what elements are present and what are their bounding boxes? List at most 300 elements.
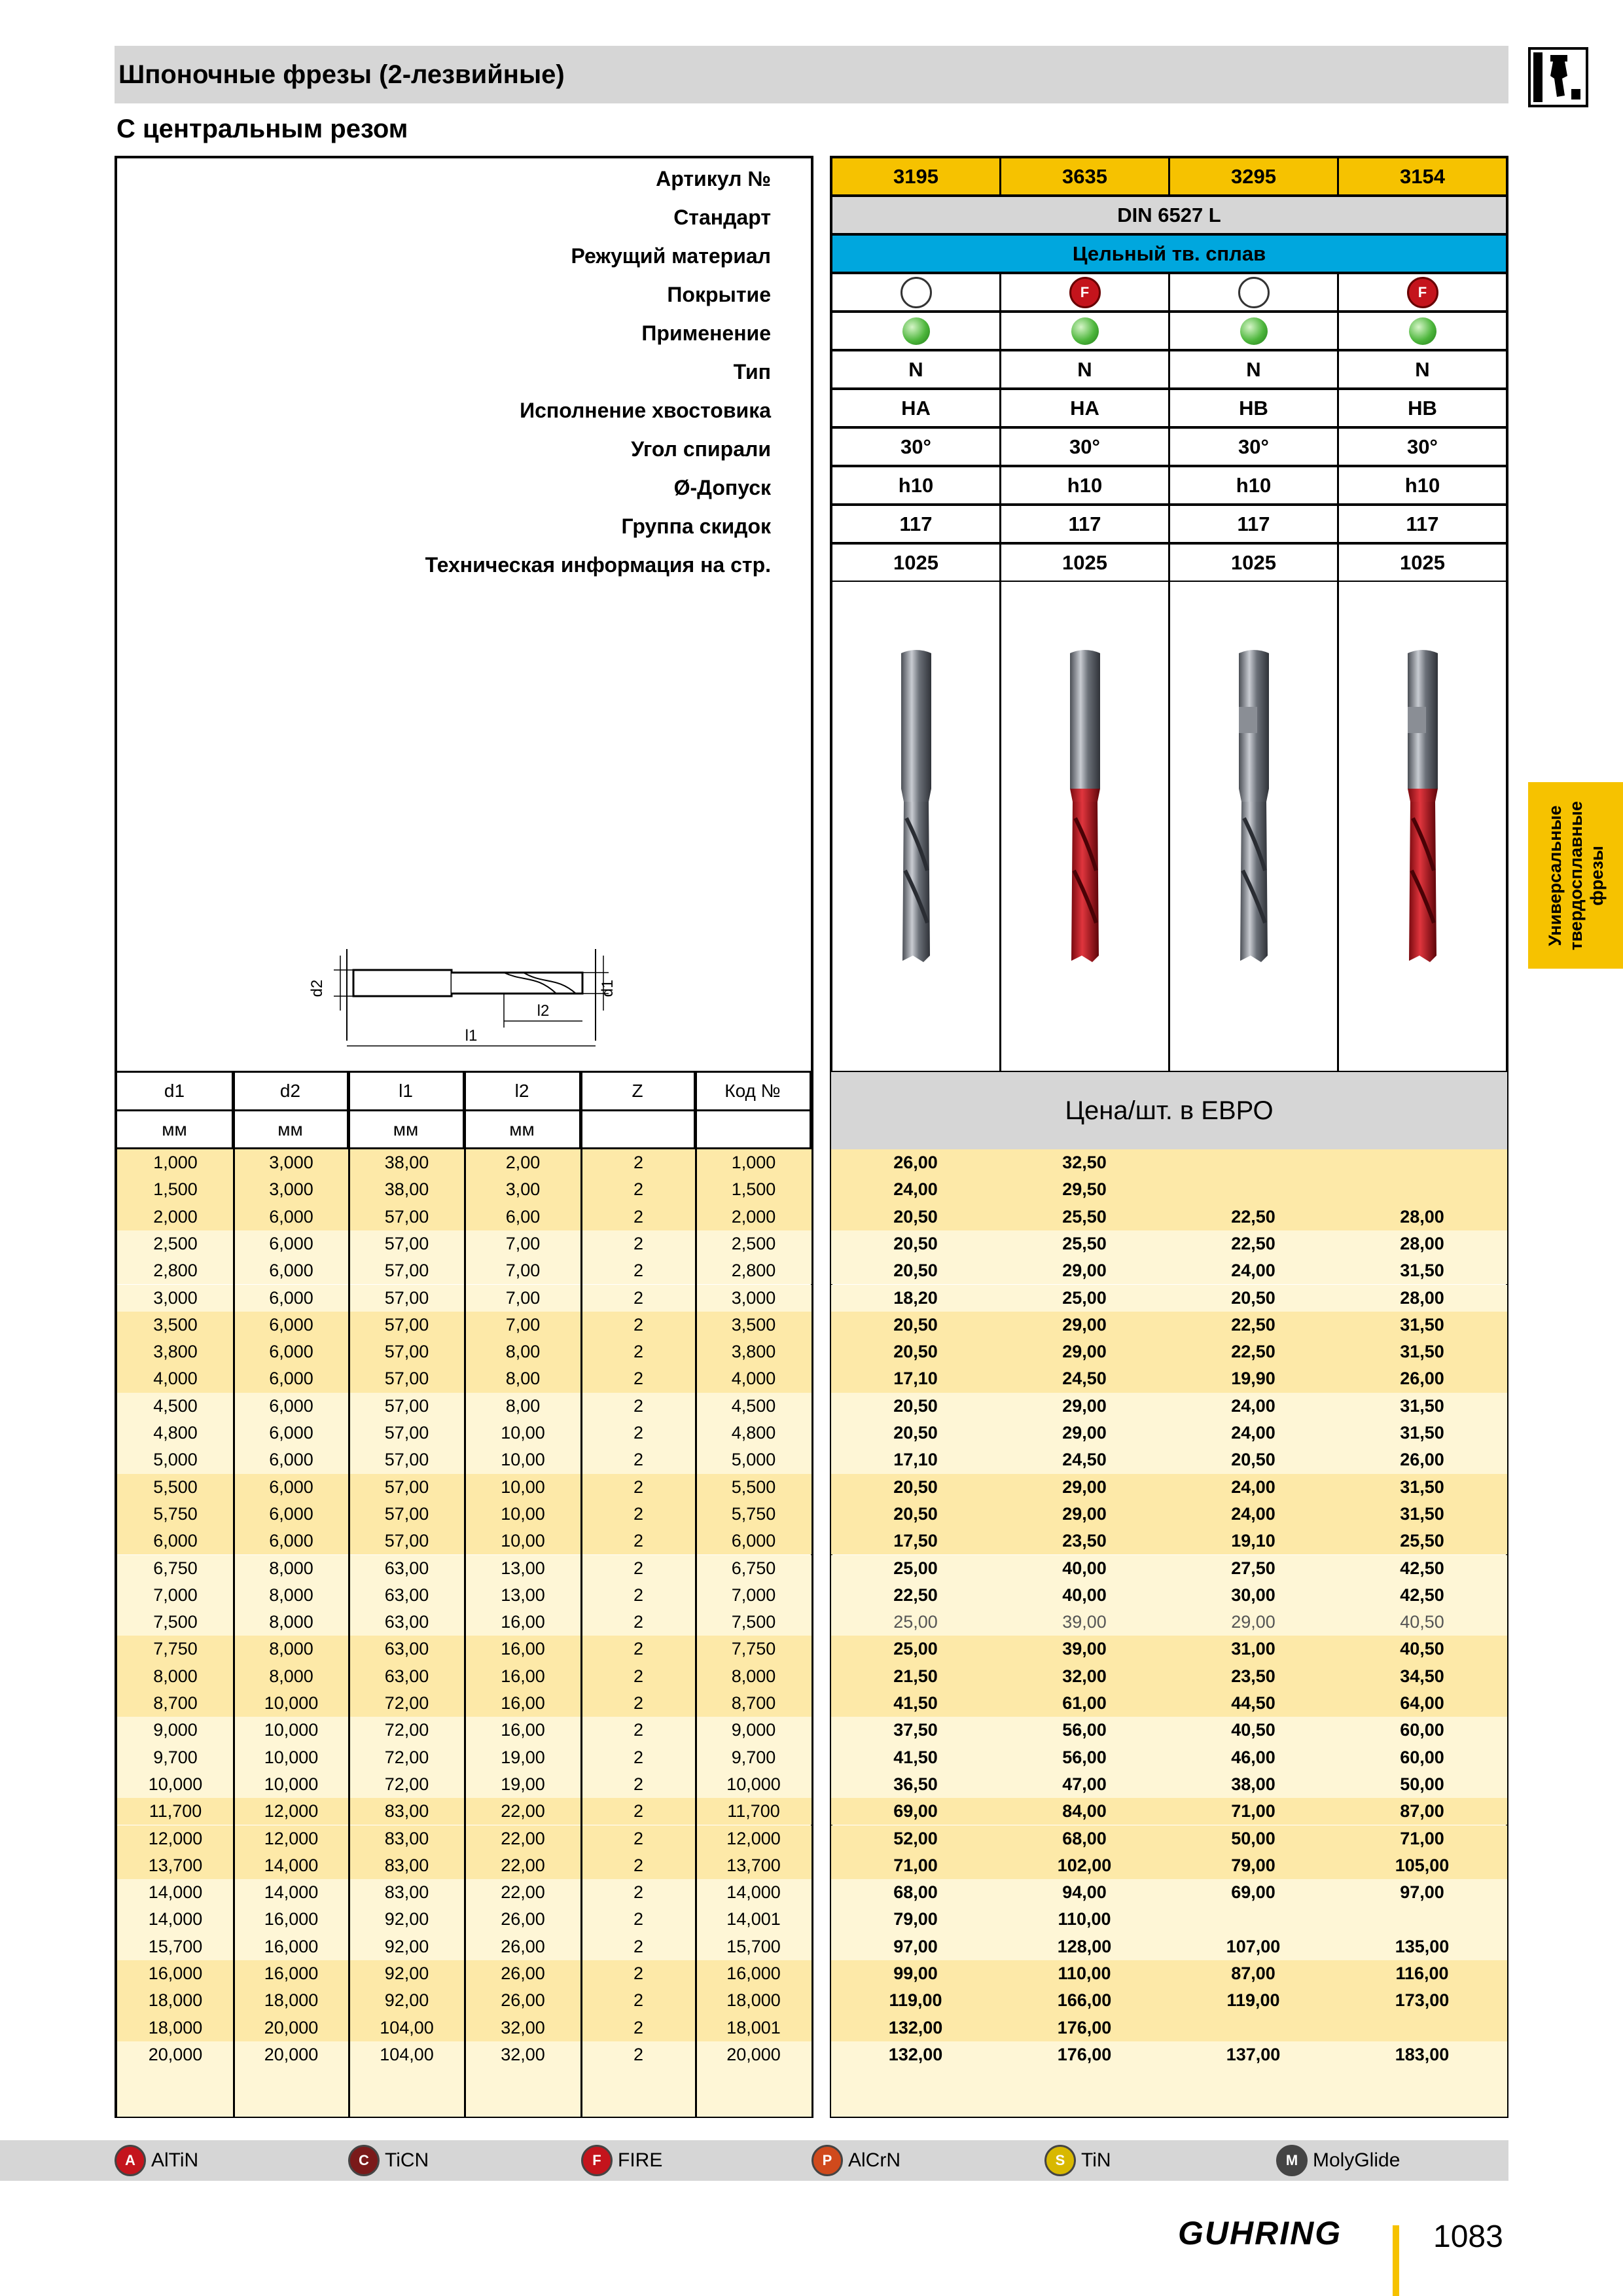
table-cell: 8,700: [731, 1693, 776, 1713]
article-number[interactable]: 3635: [1000, 157, 1169, 196]
table-cell: 26,00: [501, 1936, 545, 1956]
price-cell: 39,00: [1062, 1639, 1107, 1659]
coating-cell: [1169, 273, 1338, 312]
price-cell: 20,50: [893, 1314, 938, 1335]
table-cell: 3,500: [153, 1314, 198, 1335]
table-cell: 19,00: [501, 1747, 545, 1767]
d1-label: d1: [599, 979, 616, 997]
table-cell: 3,800: [731, 1342, 776, 1362]
table-cell: 6,750: [731, 1558, 776, 1578]
table-cell: 63,00: [384, 1558, 429, 1578]
price-cell: 41,50: [893, 1693, 938, 1713]
table-cell: 5,500: [731, 1477, 776, 1497]
brand-logo: GUHRING: [1178, 2215, 1342, 2251]
attribute-label: Применение: [641, 321, 771, 345]
end-mill-image: [887, 648, 946, 969]
table-cell: 2: [633, 2044, 644, 2064]
table-cell: 10,00: [501, 1531, 545, 1551]
table-cell: 2: [633, 1828, 644, 1848]
table-cell: 14,001: [726, 1909, 781, 1929]
table-cell: 5,000: [731, 1450, 776, 1470]
table-cell: 14,000: [264, 1855, 319, 1875]
price-header: Цена/шт. в ЕВРО: [831, 1071, 1507, 1149]
price-cell: 21,50: [893, 1666, 938, 1686]
table-cell: 6,000: [269, 1450, 313, 1470]
table-cell: 16,000: [264, 1964, 319, 1983]
price-cell: 128,00: [1057, 1936, 1112, 1956]
price-cell: 40,50: [1400, 1612, 1444, 1632]
column-divider: [695, 1071, 697, 2118]
price-cell: 40,00: [1062, 1585, 1107, 1605]
table-cell: 2: [633, 1287, 644, 1308]
table-cell: 9,700: [153, 1747, 198, 1767]
table-cell: 15,700: [726, 1936, 781, 1956]
price-cell: 107,00: [1226, 1936, 1281, 1956]
table-cell: 104,00: [380, 2017, 434, 2037]
attribute-label: Исполнение хвостовика: [520, 399, 771, 422]
table-cell: 6,000: [269, 1369, 313, 1389]
no-coating-icon: [1238, 277, 1270, 308]
price-cell: 30,00: [1231, 1585, 1275, 1605]
table-cell: 63,00: [384, 1585, 429, 1605]
price-cell: 47,00: [1062, 1774, 1107, 1794]
helix-cell: 30°: [1169, 427, 1338, 466]
side-tab[interactable]: [1528, 782, 1623, 969]
type-cell: N: [1338, 350, 1507, 389]
side-tab-label: Универсальные твердосплавные фрезы: [1544, 800, 1607, 950]
price-cell: 119,00: [1226, 1990, 1280, 2011]
price-cell: [1181, 1906, 1325, 1933]
price-filler: [831, 2068, 1507, 2117]
table-cell: 5,750: [153, 1503, 198, 1524]
table-cell: 3,00: [505, 1179, 541, 1200]
table-cell: 83,00: [384, 1801, 429, 1821]
coating-altin-icon: A: [115, 2145, 146, 2176]
price-cell: 71,00: [1231, 1801, 1275, 1821]
price-cell: 38,00: [1231, 1774, 1275, 1794]
price-cell: 29,00: [1062, 1342, 1107, 1362]
article-number[interactable]: 3295: [1169, 157, 1338, 196]
table-cell: 2: [633, 1531, 644, 1551]
table-cell: 4,500: [153, 1395, 198, 1416]
price-cell: 20,50: [893, 1206, 938, 1227]
table-cell: 16,000: [148, 1964, 203, 1983]
d2-label: d2: [308, 979, 326, 997]
table-cell: 20,000: [726, 2044, 781, 2064]
table-cell: 2,500: [731, 1233, 776, 1253]
table-cell: 2: [633, 1477, 644, 1497]
price-cell: 52,00: [893, 1828, 938, 1848]
price-cell: 20,50: [893, 1261, 938, 1281]
application-cell: [1169, 312, 1338, 350]
table-cell: 20,000: [264, 2044, 319, 2064]
coating-alcrn-icon: P: [812, 2145, 843, 2176]
table-cell: 6,000: [269, 1314, 313, 1335]
table-cell: 83,00: [384, 1828, 429, 1848]
table-cell: 6,000: [269, 1531, 313, 1551]
table-cell: 8,000: [269, 1558, 313, 1578]
end-mill-image: [1224, 648, 1283, 969]
table-cell: 4,000: [731, 1369, 776, 1389]
table-cell: 4,000: [153, 1369, 198, 1389]
legend-label: TiCN: [385, 2149, 429, 2171]
table-cell: 57,00: [384, 1261, 429, 1281]
tech-info-page-cell[interactable]: 1025: [831, 543, 1001, 582]
table-cell: 3,000: [269, 1179, 313, 1200]
table-cell: 9,000: [731, 1720, 776, 1740]
price-cell: 25,00: [893, 1639, 938, 1659]
table-cell: 4,500: [731, 1395, 776, 1416]
table-cell: 1,000: [731, 1153, 776, 1172]
table-cell: 8,00: [505, 1395, 541, 1416]
table-cell: 16,000: [726, 1964, 781, 1983]
table-cell: 8,000: [153, 1666, 198, 1686]
table-cell: 20,000: [148, 2044, 203, 2064]
price-cell: 87,00: [1231, 1964, 1275, 1983]
legend-item: [115, 2144, 198, 2177]
price-cell: 19,10: [1231, 1531, 1275, 1551]
tech-info-page-cell[interactable]: 1025: [1000, 543, 1169, 582]
shank-cell: HB: [1338, 389, 1507, 427]
column-divider: [1337, 582, 1339, 1071]
table-cell: 6,00: [505, 1206, 541, 1227]
legend-item: [1044, 2144, 1111, 2177]
price-cell: 20,50: [1231, 1287, 1275, 1308]
price-cell: 20,50: [893, 1423, 938, 1443]
table-cell: 2: [633, 1585, 644, 1605]
price-cell: 29,00: [1062, 1477, 1107, 1497]
column-unit: мм: [234, 1111, 349, 1149]
price-cell: 32,00: [1062, 1666, 1107, 1686]
table-cell: 10,000: [726, 1774, 781, 1794]
price-cell: 22,50: [1231, 1233, 1275, 1253]
coating-tin-icon: S: [1044, 2145, 1076, 2176]
price-cell: 24,00: [1231, 1395, 1275, 1416]
table-cell: 2: [633, 1314, 644, 1335]
coating-ticn-icon: C: [348, 2145, 380, 2176]
fire-coating-icon: F: [1407, 277, 1438, 308]
price-cell: 132,00: [888, 2044, 943, 2064]
price-cell: [1350, 1149, 1494, 1176]
price-cell: 29,00: [1062, 1261, 1107, 1281]
price-cell: 40,50: [1231, 1720, 1275, 1740]
table-cell: 1,000: [153, 1153, 198, 1172]
price-cell: 97,00: [1400, 1882, 1444, 1903]
table-cell: 12,000: [726, 1828, 781, 1848]
price-cell: 68,00: [1062, 1828, 1107, 1848]
table-cell: 10,000: [264, 1747, 319, 1767]
table-cell: 7,750: [731, 1639, 776, 1659]
table-cell: 63,00: [384, 1639, 429, 1659]
table-cell: 3,000: [269, 1153, 313, 1172]
price-cell: 17,10: [893, 1450, 938, 1470]
table-cell: 2: [633, 1395, 644, 1416]
table-cell: 4,800: [731, 1423, 776, 1443]
table-cell: 6,000: [269, 1423, 313, 1443]
no-coating-icon: [901, 277, 932, 308]
price-cell: 79,00: [893, 1909, 938, 1929]
legend-item: [348, 2144, 429, 2177]
table-cell: 83,00: [384, 1855, 429, 1875]
price-cell: 50,00: [1231, 1828, 1275, 1848]
l2-label: l2: [537, 1002, 550, 1020]
article-number[interactable]: 3154: [1338, 157, 1507, 196]
legend-item: [1276, 2144, 1400, 2177]
price-cell: 31,50: [1400, 1314, 1444, 1335]
table-cell: 13,700: [726, 1855, 781, 1875]
table-cell: 10,00: [501, 1450, 545, 1470]
attribute-label: Стандарт: [673, 206, 771, 229]
table-cell: 72,00: [384, 1693, 429, 1713]
price-cell: 68,00: [893, 1882, 938, 1903]
standard-cell: DIN 6527 L: [831, 196, 1507, 234]
price-cell: 25,50: [1400, 1531, 1444, 1551]
price-cell: 71,00: [1400, 1828, 1444, 1848]
table-cell: 2: [633, 1693, 644, 1713]
price-cell: 56,00: [1062, 1747, 1107, 1767]
table-cell: 2: [633, 2017, 644, 2037]
coating-cell: [1338, 273, 1507, 312]
table-cell: 6,000: [269, 1477, 313, 1497]
price-cell: 110,00: [1058, 1909, 1111, 1929]
price-cell: 176,00: [1057, 2017, 1112, 2037]
table-cell: 8,000: [269, 1612, 313, 1632]
table-cell: 22,00: [501, 1882, 545, 1903]
table-cell: 5,750: [731, 1503, 776, 1524]
table-cell: 1,500: [731, 1179, 776, 1200]
table-cell: 2: [633, 1936, 644, 1956]
type-cell: N: [1169, 350, 1338, 389]
shank-cell: HA: [831, 389, 1001, 427]
table-cell: 2: [633, 1153, 644, 1172]
price-cell: 71,00: [893, 1855, 938, 1875]
table-cell: 10,000: [264, 1693, 319, 1713]
table-cell: 2: [633, 1558, 644, 1578]
attribute-label: Покрытие: [667, 283, 771, 306]
application-green-icon: [1071, 317, 1099, 345]
table-cell: 2: [633, 1990, 644, 2011]
column-unit: мм: [465, 1111, 581, 1149]
table-cell: 7,00: [505, 1261, 541, 1281]
column-divider: [233, 1071, 235, 2118]
helix-cell: 30°: [1338, 427, 1507, 466]
table-cell: 2: [633, 1909, 644, 1929]
table-cell: 8,000: [269, 1639, 313, 1659]
table-cell: 72,00: [384, 1747, 429, 1767]
table-cell: 11,700: [727, 1801, 780, 1821]
price-cell: 87,00: [1400, 1801, 1444, 1821]
price-cell: 20,50: [1231, 1450, 1275, 1470]
table-cell: 10,00: [501, 1477, 545, 1497]
price-cell: 24,00: [1231, 1261, 1275, 1281]
table-cell: 8,000: [269, 1666, 313, 1686]
table-cell: 18,000: [148, 1990, 203, 2011]
price-cell: [1350, 1176, 1494, 1203]
table-cell: 92,00: [384, 1964, 429, 1983]
price-cell: 99,00: [893, 1964, 938, 1983]
price-cell: 37,50: [893, 1720, 938, 1740]
price-cell: 36,50: [893, 1774, 938, 1794]
table-cell: 2: [633, 1179, 644, 1200]
price-cell: 24,00: [1231, 1423, 1275, 1443]
table-cell: 16,00: [501, 1666, 545, 1686]
attribute-label: Режущий материал: [571, 244, 771, 268]
discount-group-cell: 117: [1169, 505, 1338, 543]
price-cell: 110,00: [1058, 1964, 1111, 1983]
column-divider: [1168, 582, 1170, 1071]
coating-fire-icon: F: [581, 2145, 613, 2176]
price-cell: 69,00: [893, 1801, 938, 1821]
price-cell: 20,50: [893, 1395, 938, 1416]
coating-cell: [831, 273, 1001, 312]
tech-info-page-cell[interactable]: 1025: [1169, 543, 1338, 582]
price-cell: 25,00: [1062, 1287, 1107, 1308]
table-cell: 10,00: [501, 1503, 545, 1524]
price-cell: 22,50: [1231, 1314, 1275, 1335]
table-cell: 2,800: [153, 1261, 198, 1281]
column-unit: мм: [117, 1111, 234, 1149]
attribute-label: Угол спирали: [631, 437, 771, 461]
price-cell: 40,00: [1062, 1558, 1107, 1578]
table-cell: 2: [633, 1964, 644, 1983]
price-cell: 17,50: [893, 1531, 938, 1551]
table-cell: 13,00: [501, 1558, 545, 1578]
table-cell: 3,000: [731, 1287, 776, 1308]
price-cell: 28,00: [1400, 1233, 1444, 1253]
price-cell: 24,00: [893, 1179, 938, 1200]
price-cell: 20,50: [893, 1233, 938, 1253]
price-cell: 18,20: [893, 1287, 938, 1308]
table-cell: 8,00: [505, 1369, 541, 1389]
table-cell: 38,00: [384, 1179, 429, 1200]
table-cell: 18,000: [726, 1990, 781, 2011]
price-cell: 22,50: [1231, 1206, 1275, 1227]
subtitle: С центральным резом: [116, 115, 408, 143]
table-cell: 7,00: [505, 1314, 541, 1335]
fire-coating-icon: F: [1069, 277, 1101, 308]
table-cell: 7,00: [505, 1233, 541, 1253]
price-cell: 61,00: [1062, 1693, 1107, 1713]
table-cell: 92,00: [384, 1990, 429, 2011]
price-cell: 166,00: [1057, 1990, 1112, 2011]
price-cell: 29,50: [1062, 1179, 1107, 1200]
price-cell: 60,00: [1400, 1720, 1444, 1740]
tool-diagram: [308, 936, 628, 1060]
table-cell: 16,000: [264, 1909, 319, 1929]
price-cell: 24,00: [1231, 1503, 1275, 1524]
table-cell: 12,000: [264, 1801, 319, 1821]
table-cell: 5,500: [153, 1477, 198, 1497]
brand-divider: [1393, 2225, 1399, 2296]
legend-label: MolyGlide: [1313, 2149, 1400, 2171]
tolerance-cell: h10: [1338, 466, 1507, 505]
table-cell: 11,700: [149, 1801, 202, 1821]
table-cell: 2,800: [731, 1261, 776, 1281]
price-cell: 40,50: [1400, 1639, 1444, 1659]
attribute-label: Техническая информация на стр.: [425, 553, 771, 577]
price-cell: 50,00: [1400, 1774, 1444, 1794]
attribute-label: Ø-Допуск: [673, 476, 771, 499]
coating-molyglide-icon: M: [1276, 2145, 1308, 2176]
table-cell: 8,000: [731, 1666, 776, 1686]
price-cell: 25,50: [1062, 1206, 1107, 1227]
column-header: Код №: [696, 1071, 812, 1111]
table-cell: 38,00: [384, 1153, 429, 1172]
price-cell: 39,00: [1062, 1612, 1107, 1632]
price-cell: 183,00: [1395, 2044, 1450, 2064]
table-cell: 8,700: [153, 1693, 198, 1713]
table-cell: 18,001: [726, 2017, 781, 2037]
table-cell: 2: [633, 1666, 644, 1686]
table-cell: 2: [633, 1369, 644, 1389]
price-cell: 60,00: [1400, 1747, 1444, 1767]
table-cell: 57,00: [384, 1503, 429, 1524]
column-header: l2: [465, 1071, 581, 1111]
attribute-label: Группа скидок: [621, 514, 771, 538]
table-cell: 16,00: [501, 1693, 545, 1713]
price-cell: 24,50: [1062, 1369, 1107, 1389]
price-cell: 32,50: [1062, 1153, 1107, 1172]
section-icon: [1528, 47, 1588, 107]
table-cell: 10,00: [501, 1423, 545, 1443]
price-cell: 79,00: [1231, 1855, 1275, 1875]
tolerance-cell: h10: [831, 466, 1001, 505]
table-cell: 57,00: [384, 1531, 429, 1551]
table-cell: 2: [633, 1423, 644, 1443]
table-cell: 92,00: [384, 1936, 429, 1956]
tech-info-page-cell[interactable]: 1025: [1338, 543, 1507, 582]
article-number[interactable]: 3195: [831, 157, 1001, 196]
table-cell: 4,800: [153, 1423, 198, 1443]
table-cell: 2: [633, 1612, 644, 1632]
table-cell: 6,000: [269, 1233, 313, 1253]
price-cell: 25,50: [1062, 1233, 1107, 1253]
table-cell: 57,00: [384, 1342, 429, 1362]
table-cell: 32,00: [501, 2044, 545, 2064]
table-cell: 8,00: [505, 1342, 541, 1362]
price-cell: 137,00: [1226, 2044, 1281, 2064]
table-cell: 22,00: [501, 1855, 545, 1875]
price-cell: 31,00: [1231, 1639, 1275, 1659]
price-cell: 28,00: [1400, 1206, 1444, 1227]
price-cell: 24,50: [1062, 1450, 1107, 1470]
table-cell: 10,000: [264, 1720, 319, 1740]
table-cell: 14,000: [264, 1882, 319, 1903]
price-cell: [1181, 2015, 1325, 2041]
price-cell: 69,00: [1231, 1882, 1275, 1903]
table-cell: 32,00: [501, 2017, 545, 2037]
table-cell: 2: [633, 1450, 644, 1470]
price-cell: 29,00: [1062, 1314, 1107, 1335]
price-cell: 132,00: [888, 2017, 943, 2037]
table-cell: 10,000: [264, 1774, 319, 1794]
legend-item: [812, 2144, 901, 2177]
column-unit: [581, 1111, 696, 1149]
price-cell: 31,50: [1400, 1342, 1444, 1362]
price-cell: 29,00: [1062, 1395, 1107, 1416]
legend-label: FIRE: [618, 2149, 663, 2171]
table-cell: 2: [633, 1747, 644, 1767]
table-cell: 63,00: [384, 1612, 429, 1632]
table-cell: 6,000: [269, 1395, 313, 1416]
price-cell: 46,00: [1231, 1747, 1275, 1767]
table-cell: 16,00: [501, 1639, 545, 1659]
price-cell: 105,00: [1395, 1855, 1450, 1875]
table-cell: 3,000: [153, 1287, 198, 1308]
column-header: Z: [581, 1071, 696, 1111]
page-title: Шпоночные фрезы (2-лезвийные): [115, 46, 1508, 103]
price-cell: 119,00: [889, 1990, 942, 2011]
